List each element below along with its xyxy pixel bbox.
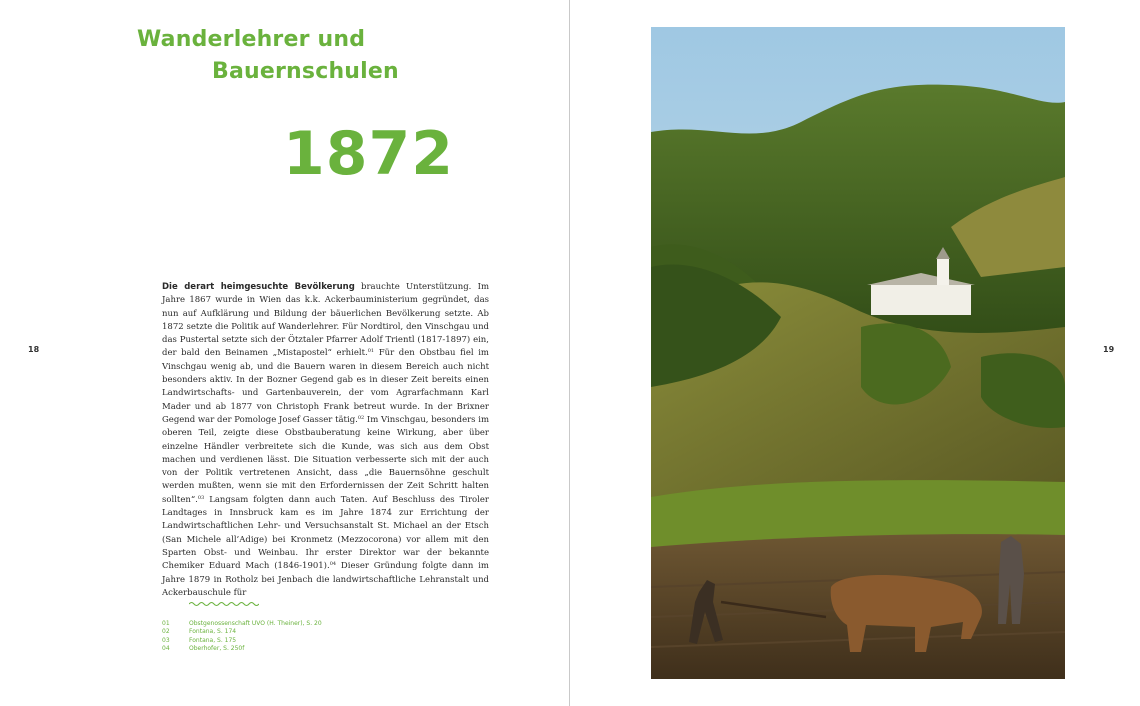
- page-number-left: 18: [28, 345, 40, 354]
- footnote-number: 02: [162, 628, 170, 636]
- footnote-reference: 03: [197, 494, 205, 501]
- body-text-segment: Langsam folgten dann auch Taten. Auf Beschluss des Tiroler Landtages in Innsbruck kam es im Jahre 1874 zur Errichtung der Landwirtschaftlichen Lehr- und Versuchsanstalt St. Michael an der Etsch (San Michele all’Adige) bei Kronmetz (Mezzocorona) vor allem mit den Sparten Obst- und Weinbau. Ihr erster Direktor war der bekannte Chemiker Eduard Mach (1846-1901).: [162, 494, 489, 572]
- footnote-item: [162, 628, 422, 636]
- footnote-text: Fontana, S. 175: [189, 636, 237, 644]
- footnote-text: Oberhofer, S. 250f: [189, 645, 245, 653]
- right-page: [570, 0, 1140, 706]
- body-paragraph: [162, 281, 489, 600]
- monastery-building: [871, 285, 971, 315]
- footnote-reference: 02: [357, 414, 365, 421]
- footnote-number: 01: [162, 620, 170, 627]
- body-text-segment: Für den Obstbau fiel im Vinschgau wenig ab, und die Bauern waren in diesem Bereich auch nicht besonders aktiv. In der Bozner Gegend gab es in dieser Zeit bereits einen Landwirtschafts- und Gartenbauverein, der vom Agrarfachmann Karl Mader und ab 1877 von Christoph Frank betreut wurde. In der Brixner Gegend war der Pomologe Josef Gasser tätig.: [162, 348, 489, 425]
- body-text-segment: Im Vinschgau, besonders im oberen Teil, zeigte diese Obstbauberatung keine Wirkung, aber über einzelne Händler verbreitete sich die Kunde, was sich aus dem Obst machen und verdienen lässt. Die Situation verbesserte sich mit der auch von der Politik vertretenen Ansicht, dass „die Bauernsöhne geschult werden mußten, wenn sie mit den Erfordernissen der Zeit Schritt halten sollten“.: [162, 414, 490, 505]
- landscape-photo: [651, 27, 1065, 679]
- footnote-number: 04: [162, 645, 170, 653]
- body-text-segment: brauchte Unterstützung. Im Jahre 1867 wurde in Wien das k.k. Ackerbauministerium gegründet, das nun auf Aufklärung und Bildung der bäuerlichen Bevölkerung setzte. Ab 1872 setzte die Politik auf Wanderlehrer. Für Nordtirol, den Vinschgau und das Pustertal setzte sich der Ötztaler Pfarrer Adolf Trientl (1817-1897) ein, der bald den Beinamen „Mistapostel“ erhielt.: [162, 282, 490, 359]
- year-heading: 1872: [283, 119, 454, 189]
- footnotes-list: [162, 620, 422, 654]
- footnote-text: Fontana, S. 174: [189, 628, 237, 636]
- lead-in-phrase: Die derart heimgesuchte Bevölkerung: [162, 282, 355, 292]
- page-number-right: 19: [1103, 345, 1115, 354]
- body-text-segment: Dieser Gründung folgte dann im Jahre 1879 in Rotholz bei Jenbach die landwirtschaftliche Lehranstalt und Ackerbauschule für: [162, 561, 489, 598]
- footnote-text: Obstgenossenschaft UVO (H. Theiner), S. 20: [189, 620, 322, 627]
- footnote-number: 03: [162, 636, 170, 644]
- wavy-footnote-divider: [189, 600, 259, 608]
- footnote-reference: 04: [329, 561, 337, 568]
- footnote-reference: 01: [367, 348, 375, 355]
- footnote-item: [162, 620, 422, 628]
- monastery-tower: [937, 259, 949, 285]
- footnote-item: [162, 637, 422, 645]
- chapter-heading-line-2: Bauernschulen: [212, 59, 399, 84]
- footnote-item: [162, 645, 422, 653]
- chapter-heading-line-1: Wanderlehrer und: [137, 27, 366, 52]
- left-page: [0, 0, 569, 706]
